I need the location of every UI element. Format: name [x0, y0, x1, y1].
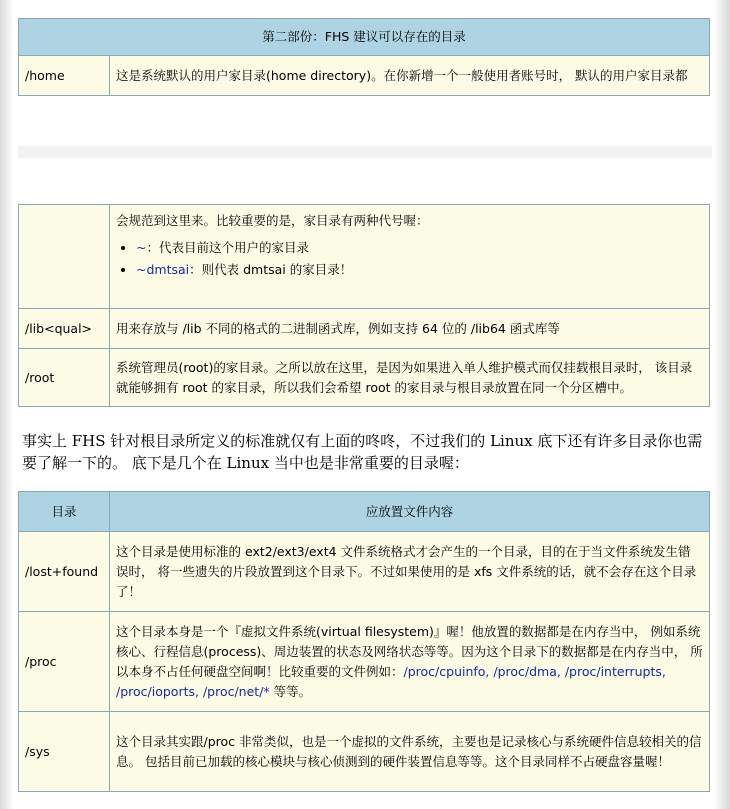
home-cont-intro: 会规范到这里来。比较重要的是，家目录有两种代号喔：	[116, 213, 429, 228]
dir-name-home: /home	[19, 56, 110, 96]
proc-text: 这个目录本身是一个『虚拟文件系统(virtual filesystem)』喔！他放置的数据都是在内存当中， 例如系统核心、行程信息(process)、周边装置的状态及网络状态等等。因为这个目录下的数据都是在内存当中， 所以本身不占任何硬盘空间啊！比较重要的文件例如：	[116, 623, 703, 679]
dir-desc-sys: 这个目录其实跟/proc 非常类似，也是一个虚拟的文件系统，主要也是记录核心与系统硬件信息较相关的信息。 包括目前已加载的核心模块与核心侦测到的硬件装置信息等等。这个目录同样不占硬盘容量喔！	[110, 712, 710, 792]
page-shadow-left	[0, 0, 14, 809]
col-header-content: 应放置文件内容	[110, 492, 710, 532]
proc-files-link[interactable]: /proc/cpuinfo, /proc/dma, /proc/interrupts, /proc/ioports, /proc/net/*	[116, 663, 666, 699]
dir-name-root: /root	[19, 349, 110, 407]
dir-name-home-cont	[19, 205, 110, 309]
dir-desc-lib: 用来存放与 /lib 不同的格式的二进制函式库，例如支持 64 位的 /lib64 函式库等	[110, 309, 710, 349]
home-alias-list	[116, 237, 703, 281]
fhs-table-part2-top	[18, 18, 710, 96]
col-header-dir: 目录	[19, 492, 110, 532]
tilde-dmtsai-link[interactable]: ~dmtsai	[136, 262, 190, 277]
list-item-text: ：代表目前这个用户的家目录	[146, 240, 309, 255]
dir-desc-proc	[110, 612, 710, 712]
intro-paragraph: 事实上 FHS 针对根目录所定义的标准就仅有上面的咚咚，不过我们的 Linux 底下还有许多目录你也需要了解一下的。 底下是几个在 Linux 当中也是非常重要的目录喔：	[22, 432, 703, 472]
list-item-text: ：则代表 dmtsai 的家目录！	[189, 262, 353, 277]
dir-desc-lost-found: 这个目录是使用标准的 ext2/ext3/ext4 文件系统格式才会产生的一个目录，目的在于当文件系统发生错误时， 将一些遗失的片段放置到这个目录下。不过如果使用的是 xfs 文件系统的话，就不会存在这个目录了！	[110, 532, 710, 612]
page-gap-top	[18, 96, 712, 146]
dir-name-proc: /proc	[19, 612, 110, 712]
list-item	[136, 259, 703, 281]
tilde-link[interactable]: ~	[136, 240, 147, 255]
page-break-band	[18, 146, 712, 158]
dir-name-lost-found: /lost+found	[19, 532, 110, 612]
list-item	[136, 237, 703, 259]
dir-desc-root: 系统管理员(root)的家目录。之所以放在这里，是因为如果进入单人维护模式而仅挂载根目录时， 该目录就能够拥有 root 的家目录，所以我们会希望 root 的家目录与根目录放置在同一个分区槽中。	[110, 349, 710, 407]
dir-desc-home: 这是系统默认的用户家目录(home directory)。在你新增一个一般使用者账号时， 默认的用户家目录都	[110, 56, 710, 96]
dir-name-lib: /lib<qual>	[19, 309, 110, 349]
proc-tail: 等等。	[269, 683, 312, 699]
fhs-table-part2-continued	[18, 204, 710, 407]
other-dirs-table	[18, 491, 710, 792]
table-header: 第二部份：FHS 建议可以存在的目录	[19, 19, 710, 56]
dir-desc-home-cont	[110, 205, 710, 309]
dir-name-sys: /sys	[19, 712, 110, 792]
page-shadow-right	[714, 0, 730, 809]
